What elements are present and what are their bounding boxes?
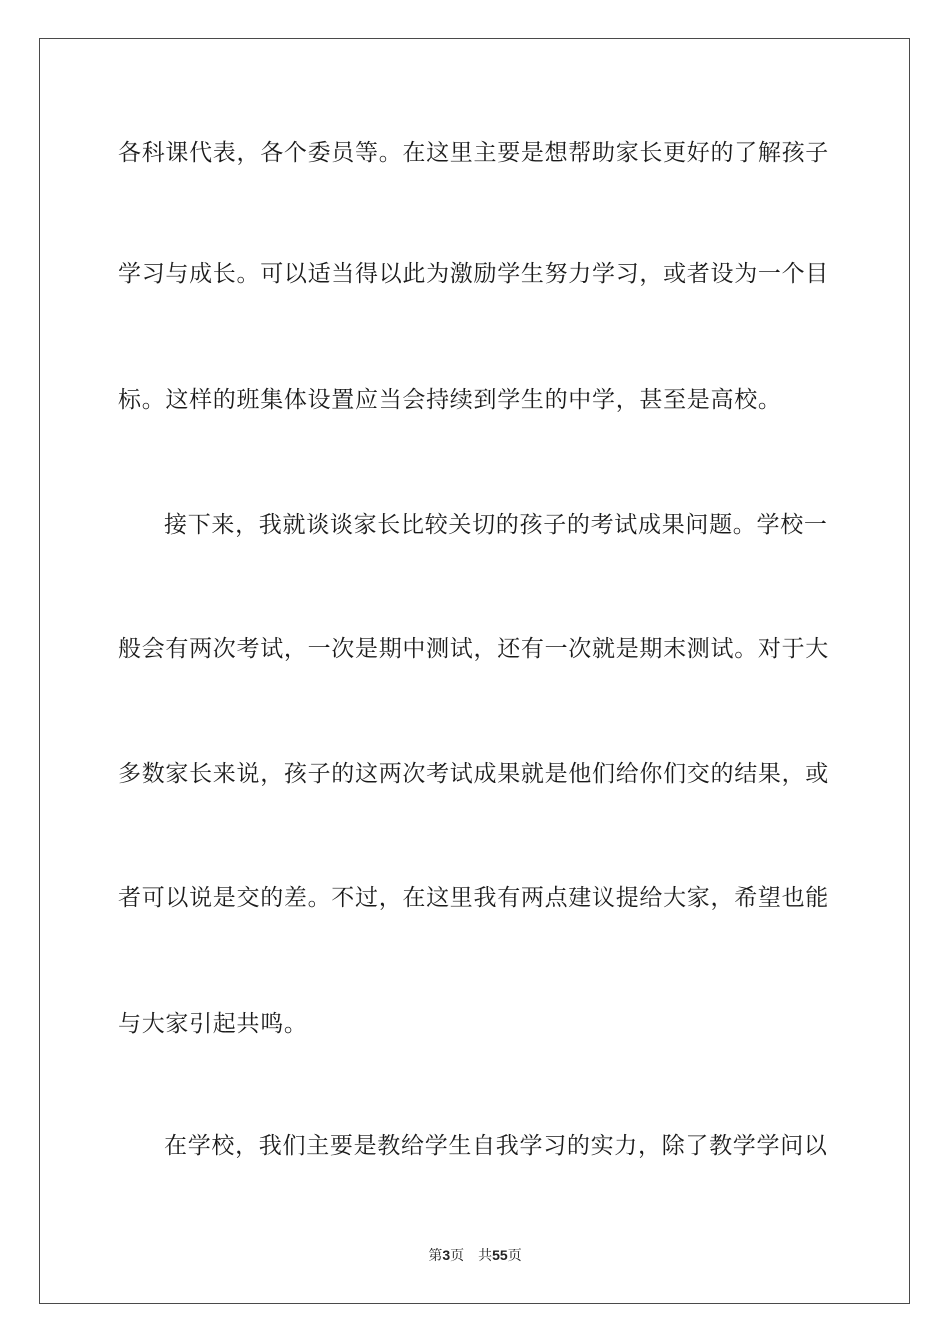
page-border	[39, 38, 910, 1304]
footer-total-pages: 55	[492, 1247, 508, 1263]
footer-total-prefix: 共	[478, 1248, 493, 1264]
paragraph-3-line-1: 在学校，我们主要是教给学生自我学习的实力，除了教学学问以	[164, 1133, 828, 1159]
footer-page-prefix: 第	[428, 1248, 443, 1264]
footer-total-suffix: 页	[507, 1248, 522, 1264]
text-line-7: 者可以说是交的差。不过，在这里我有两点建议提给大家，希望也能	[118, 885, 829, 911]
text-line-5: 般会有两次考试，一次是期中测试，还有一次就是期末测试。对于大	[118, 636, 829, 662]
text-line-6: 多数家长来说，孩子的这两次考试成果就是他们给你们交的结果，或	[118, 761, 829, 787]
footer-page-suffix: 页	[450, 1248, 465, 1264]
text-line-8: 与大家引起共鸣。	[118, 1011, 308, 1037]
text-line-3: 标。这样的班集体设置应当会持续到学生的中学，甚至是高校。	[118, 387, 782, 413]
text-line-2: 学习与成长。可以适当得以此为激励学生努力学习，或者设为一个目	[118, 261, 829, 287]
paragraph-2-line-1: 接下来，我就谈谈家长比较关切的孩子的考试成果问题。学校一	[164, 512, 828, 538]
text-line-1: 各科课代表，各个委员等。在这里主要是想帮助家长更好的了解孩子	[118, 140, 829, 166]
page-footer	[0, 1246, 950, 1265]
footer-page-number: 3	[442, 1247, 451, 1263]
